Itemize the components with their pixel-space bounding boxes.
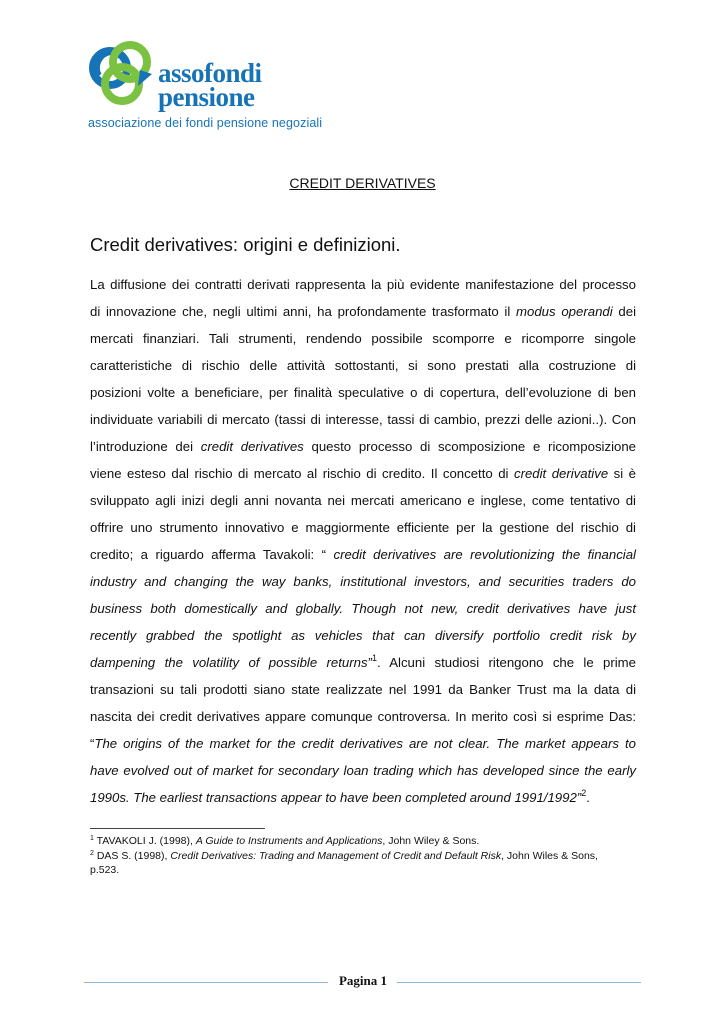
italic-text-run: credit derivatives <box>200 439 304 454</box>
text-run: questo processo di scomposizione e ricomposizione <box>303 439 637 454</box>
text-run: dei <box>612 304 636 319</box>
text-run: di innovazione che, negli ultimi anni, ha profondamente trasformato il <box>90 304 517 319</box>
text-line <box>90 622 636 649</box>
italic-text-run: 1990s. The earliest transactions appear to have been completed around 1991/1992” <box>90 790 582 805</box>
section-heading: Credit derivatives: origini e definizioni. <box>90 234 401 255</box>
text-run: transazioni su tali prodotti siano state realizzate nel 1991 da Banker Trust ma la data di <box>90 682 636 697</box>
text-run: La diffusione dei contratti derivati rappresenta la più evidente manifestazione del processo <box>90 277 636 292</box>
text-line <box>90 352 636 379</box>
footnote-italic-text: A Guide to Instruments and Applications <box>195 835 383 847</box>
italic-text-run: industry and changing the way banks, institutional investors, and securities traders do <box>90 574 636 589</box>
footnote-number: 2 <box>90 849 94 857</box>
text-line <box>90 406 636 433</box>
text-run: viene esteso dal rischio di mercato al rischio di credito. Il concetto di <box>90 466 514 481</box>
footnote <box>90 849 636 864</box>
assofondi-logo <box>88 40 323 135</box>
footnote-number: 1 <box>90 835 94 842</box>
text-run: sviluppato agli inizi degli anni novanta nei mercati americano e inglese, come tentativo di <box>90 493 636 508</box>
italic-text-run: modus operandi <box>516 304 613 319</box>
text-run: credito; a riguardo afferma Tavakoli: “ <box>90 547 334 562</box>
logo-word-assofondi: assofondi <box>158 58 262 88</box>
text-run: “ <box>90 736 95 751</box>
text-line <box>90 325 636 352</box>
italic-text-run: credit derivative <box>513 466 609 481</box>
footnote-text: , John Wiles & Sons, <box>501 849 598 862</box>
footnote-ref: 1 <box>371 653 377 663</box>
text-line <box>90 730 636 757</box>
text-run: offrire uno strumento innovativo e maggiormente efficiente per la gestione del rischio di <box>90 520 636 535</box>
logo-word-pensione: pensione <box>158 82 255 112</box>
italic-text-run: credit derivatives are revolutionizing the financial <box>333 547 636 562</box>
text-line <box>90 649 636 676</box>
text-line <box>90 676 636 703</box>
text-line <box>90 595 636 622</box>
italic-text-run: dampening the volatility of possible returns” <box>90 655 372 670</box>
italic-text-run: recently grabbed the spotlight as vehicles that can diversify portfolio credit risk by <box>90 628 636 643</box>
footnote <box>90 863 636 878</box>
footnote-separator <box>90 828 265 829</box>
text-line <box>90 784 636 811</box>
text-run: posizioni volte a beneficiare, per finalità speculative o di copertura, dell’evoluzione di ben <box>90 385 636 400</box>
text-run: . Alcuni studiosi ritengono che le prime <box>376 655 636 670</box>
text-run: nascita dei credit derivatives appare comunque controversa. In merito così si esprime Das: <box>90 709 636 724</box>
footnote-ref: 2 <box>581 788 587 798</box>
footnote-text: p.523. <box>90 864 120 876</box>
italic-text-run: business both domestically and globally. Though not new, credit derivatives have just <box>90 601 636 616</box>
footnote-text: TAVAKOLI J. (1998), <box>93 835 196 847</box>
footnote-text: , John Wiley & Sons. <box>382 835 480 847</box>
footnote-text: DAS S. (1998), <box>93 849 171 862</box>
footer-rule-right <box>397 982 641 983</box>
page-number: Pagina 1 <box>338 973 388 988</box>
text-run: . <box>586 790 590 805</box>
body-paragraph <box>90 271 636 811</box>
logo-subtitle: associazione dei fondi pensione negoziali <box>88 116 323 130</box>
text-line <box>90 298 636 325</box>
text-line <box>90 757 636 784</box>
text-run: l’introduzione dei <box>90 439 201 454</box>
text-line <box>90 568 636 595</box>
text-line <box>90 271 636 298</box>
document-title: CREDIT DERIVATIVES <box>289 175 436 191</box>
text-run: si è <box>608 466 636 481</box>
text-run: mercati finanziari. Tali strumenti, rendendo possibile scomporre e ricomporre singole <box>90 331 636 346</box>
italic-text-run: The origins of the market for the credit derivatives are not clear. The market appears to <box>94 736 636 751</box>
footnote-italic-text: Credit Derivatives: Trading and Management of Credit and Default Risk <box>170 849 502 862</box>
text-run: caratteristiche di rischio delle attività sottostanti, si sono prestati alla costruzione di <box>90 358 636 373</box>
text-line <box>90 514 636 541</box>
text-line <box>90 703 636 730</box>
logo-rings-icon <box>88 40 160 112</box>
text-line <box>90 541 636 568</box>
text-run: individuate variabili di mercato (tassi di interesse, tassi di cambio, prezzi delle azioni..). Con <box>90 412 636 427</box>
footnote <box>90 834 636 849</box>
text-line <box>90 460 636 487</box>
text-line <box>90 487 636 514</box>
text-line <box>90 433 636 460</box>
italic-text-run: have evolved out of market for secondary loan trading which has developed since the early <box>90 763 636 778</box>
footnotes <box>90 834 636 878</box>
text-line <box>90 379 636 406</box>
footer-rule-left <box>84 982 328 983</box>
